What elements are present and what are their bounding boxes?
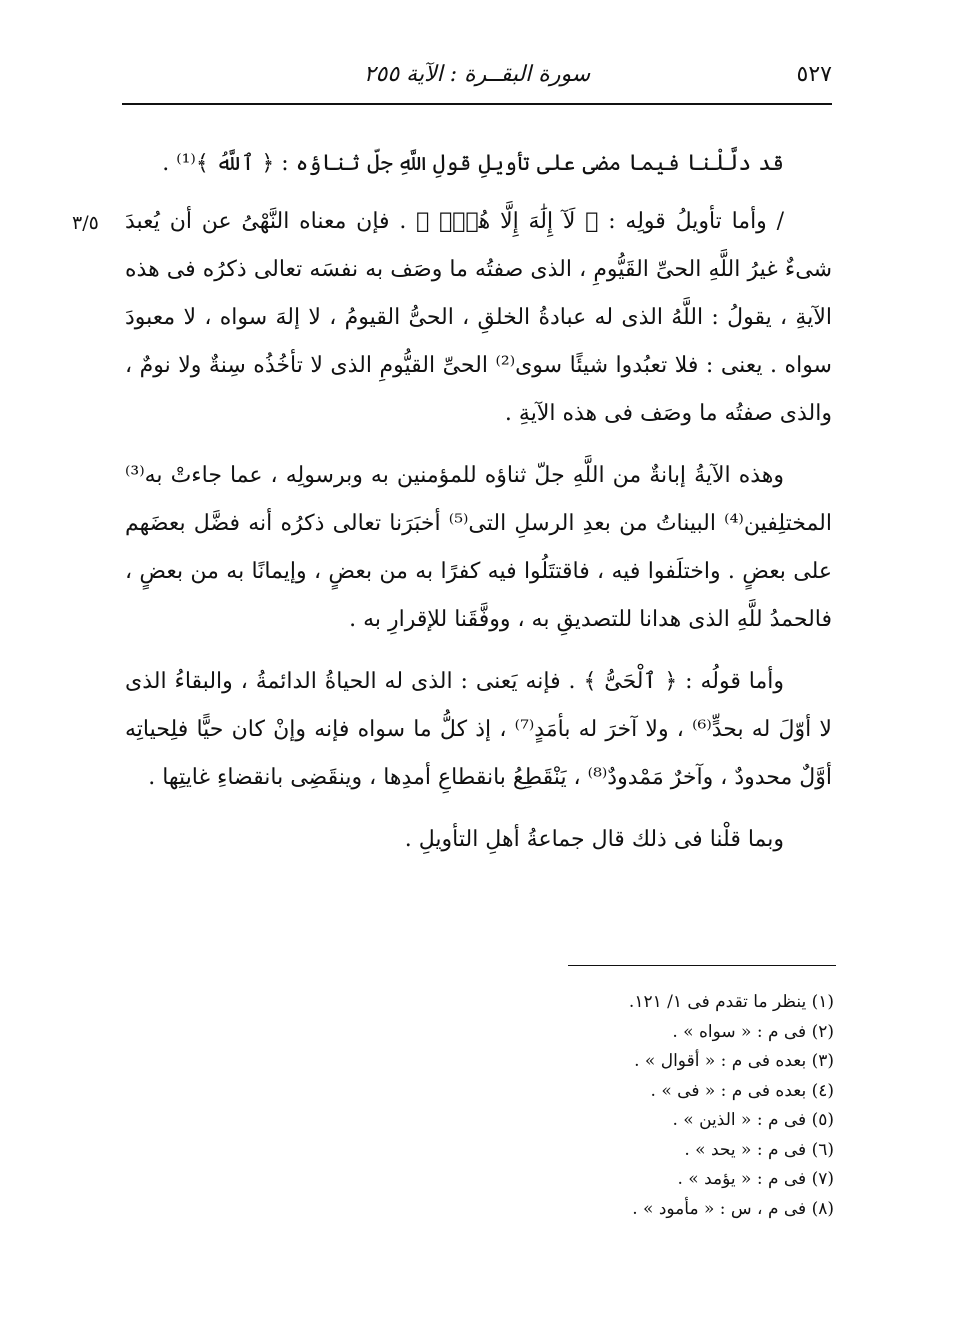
paragraph: / وأما تأويلُ قولِه : ﴿ لَآ إِلَٰهَ إِلَّا هُوَۚ ﴾ . فإن معناه النَّهْىُ عن أن يُعبدَ شىءٌ غيرُ اللَّهِ الحىِّ القَيُّومِ ، الذى صفتُه ما وصَف به نفسَه تعالى ذكرُه فى هذه الآيةِ ، يقولُ : اللَّهُ الذى له عبادةُ الخلقِ ، الحىُّ القيومُ ، لا إلهَ سواه ، لا معبودَ سواه . يعنى : فلا تعبُدوا شيئًا سوى⁽²⁾ الحىِّ القيُّومِ الذى لا تأخُذُه سِنةٌ ولا نومٌ ، والذى صفتُه ما وصَف فى هذه الآيةِ . <box>125 209 832 426</box>
footnote: (٢) فى م : « سواه » . <box>672 1021 834 1042</box>
paragraph: وبما قلْنا فى ذلك قال جماعةُ أهلِ التأويلِ . <box>404 827 784 852</box>
footnote: (٣) بعده فى م : « أقوال » . <box>634 1051 834 1071</box>
footnote: (١) ينظر ما تقدم فى ١/ ١٢١. <box>628 992 834 1012</box>
running-title: سورة البقــرة : الآية ٢٥٥ <box>363 62 591 87</box>
paragraph: وهذه الآيةُ إبانةٌ من اللَّهِ جلّ ثناؤه للمؤمنين به وبرسولِه ، عما جاءتْ به⁽³⁾ المختلِفين⁽⁴⁾ البيناتُ من بعدِ الرسلِ التى⁽⁵⁾ أخبَرَنا تعالى ذكرُه أنه فضَّل بعضَهم على بعضٍ . واختلَفوا فيه ، فاقتتَلُوا فيه كفرًا به من بعضٍ ، وإيمانًا به من بعضٍ ، فالحمدُ للَّهِ الذى هدانا للتصديقِ به ، ووفَّقَنا للإقرارِ به . <box>125 463 832 632</box>
footnote: (٧) فى م : « يؤمد » . <box>677 1169 834 1189</box>
footnote-rule <box>568 965 836 966</box>
footnote: (٤) بعده فى م : « فى » . <box>650 1080 834 1101</box>
page-number: ٥٢٧ <box>796 62 832 87</box>
footnote: (٥) فى م : « الذين » . <box>672 1110 834 1130</box>
header-rule <box>122 103 832 105</box>
footnote: (٨) فى م ، س : « مأمود » . <box>632 1198 834 1219</box>
footnote: (٦) فى م : « يحد » . <box>684 1139 834 1160</box>
main-text <box>125 140 832 878</box>
footnotes <box>122 988 834 1224</box>
paragraph: قد دلَّلْنا فيما مضى على تأويلِ قولِ اللَّهِ جلّ ثناؤه : ﴿ ٱللَّهُ ﴾⁽¹⁾ . <box>162 151 784 176</box>
page-header <box>122 62 832 96</box>
paragraph: وأما قولُه : ﴿ ٱلْحَىُّ ﴾ . فإنه يَعنى : الذى له الحياةُ الدائمةُ ، والبقاءُ الذى لا أوّلَ له بحدٍّ⁽⁶⁾ ، ولا آخرَ له بأمَدٍ⁽⁷⁾ ، إذ كلُّ ما سواه فإنه وإنْ كان حيًّا فلِحياتِه أوَّلٌ محدودٌ ، وآخرٌ مَمْدودٌ⁽⁸⁾ ، يَنْقَطِعُ بانقطاعِ أمدِها ، وينقَضِى بانقضاءِ غايتِها . <box>125 669 832 790</box>
margin-page-mark: ٣/٥ <box>72 212 99 234</box>
